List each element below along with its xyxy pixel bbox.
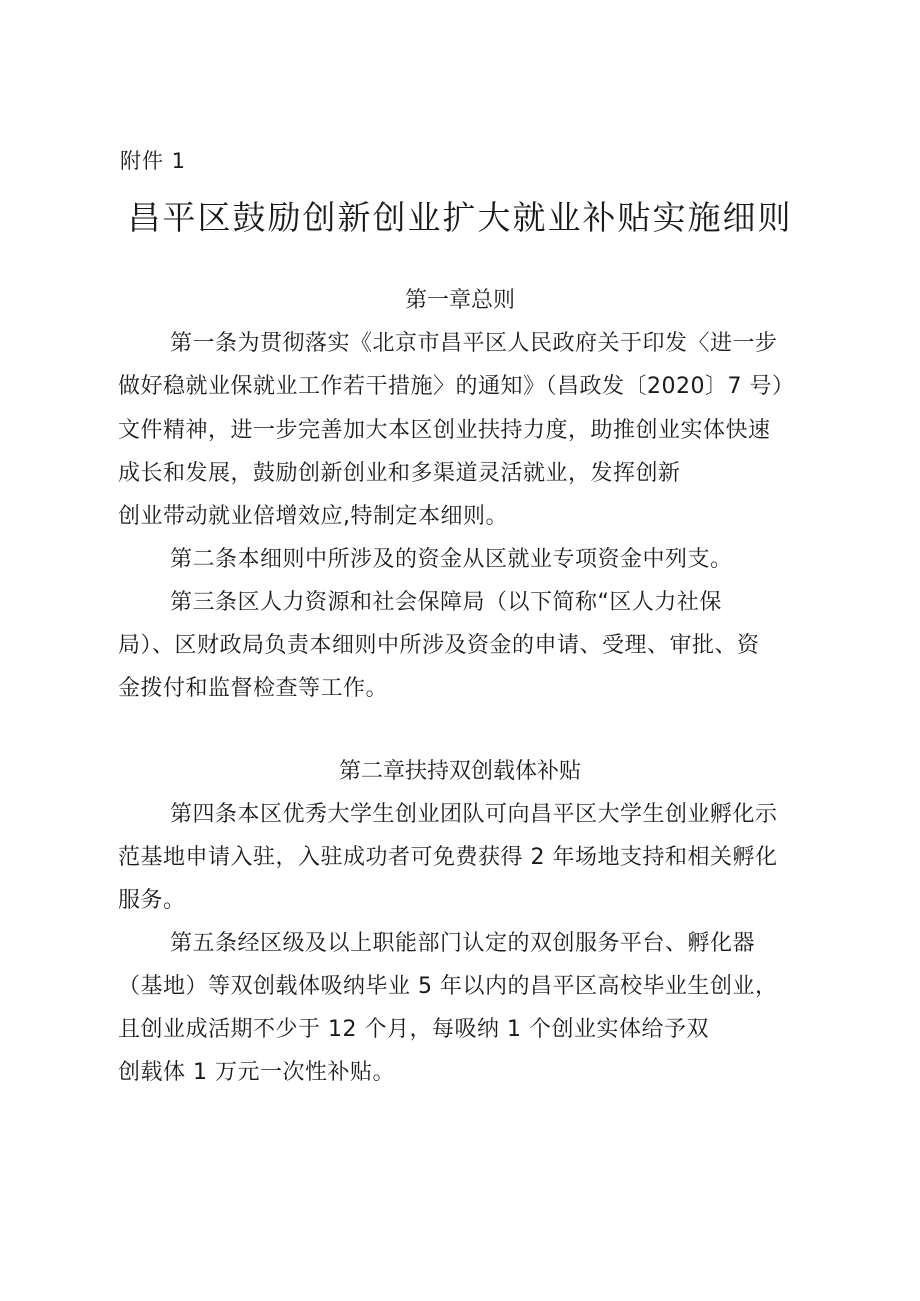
chapter-heading: 第一章总则 [404, 288, 515, 313]
paragraph-line: 创载体 1 万元一次性补贴。 [118, 1060, 395, 1085]
paragraph-line: 且创业成活期不少于 12 个月，每吸纳 1 个创业实体给予双 [118, 1017, 709, 1042]
paragraph-line: 文件精神，进一步完善加大本区创业扶持力度，助推创业实体快速 [118, 418, 771, 443]
document-title: 昌平区鼓励创新创业扩大就业补贴实施细则 [127, 198, 793, 237]
paragraph-line: 第四条本区优秀大学生创业团队可向昌平区大学生创业孵化示 [170, 802, 778, 827]
paragraph-line: 第一条为贯彻落实《北京市昌平区人民政府关于印发〈进一步 [170, 331, 778, 356]
attachment-label: 附件 1 [120, 149, 187, 173]
paragraph-line: 做好稳就业保就业工作若干措施〉的通知》（昌政发〔2020〕7 号） [118, 374, 795, 399]
paragraph-line: 金拨付和监督检查等工作。 [118, 676, 389, 701]
paragraph-line: 成长和发展，鼓励创新创业和多渠道灵活就业，发挥创新 [118, 461, 681, 486]
paragraph-line: 局）、区财政局负责本细则中所涉及资金的申请、受理、审批、资 [118, 633, 760, 658]
paragraph-line: 创业带动就业倍增效应,特制定本细则。 [118, 504, 508, 529]
paragraph-line: 第五条经区级及以上职能部门认定的双创服务平台、孵化器 [170, 931, 756, 956]
paragraph-line: 第二条本细则中所涉及的资金从区就业专项资金中列支。 [170, 547, 733, 572]
paragraph-line: （基地）等双创载体吸纳毕业 5 年以内的昌平区高校毕业生创业， [118, 974, 778, 999]
paragraph-line: 服务。 [118, 888, 186, 913]
chapter-heading: 第二章扶持双创载体补贴 [338, 759, 581, 784]
paragraph-line: 范基地申请入驻，入驻成功者可免费获得 2 年场地支持和相关孵化 [118, 845, 778, 870]
paragraph-line: 第三条区人力资源和社会保障局（以下简称“区人力社保 [170, 590, 722, 615]
